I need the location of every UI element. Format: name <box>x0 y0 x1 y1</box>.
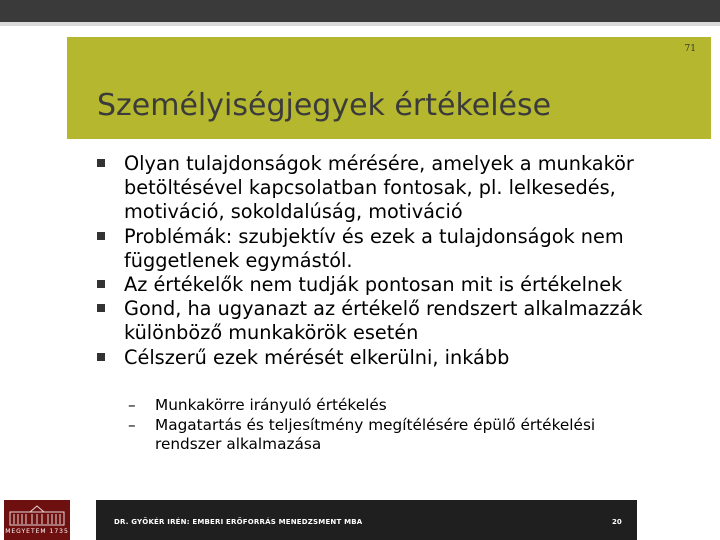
bullet-text: Gond, ha ugyanazt az értékelő rendszert alkalmazzák különböző munkakörök esetén <box>124 297 643 345</box>
top-bar <box>0 0 720 22</box>
bullet-square-icon <box>97 280 105 288</box>
bullet-square-icon <box>97 232 105 240</box>
bullet-square-icon <box>97 159 105 167</box>
footer-text: DR. GYŐKÉR IRÉN: EMBERI ERŐFORRÁS MENEDZSMENT MBA <box>114 518 363 526</box>
bullet-text: Problémák: szubjektív és ezek a tulajdonságok nem függetlenek egymástól. <box>124 224 624 272</box>
bullet-square-icon <box>97 353 105 361</box>
footer-page-number: 20 <box>612 518 622 526</box>
bullet-item <box>97 273 707 297</box>
bullet-item <box>97 225 707 273</box>
bullet-item <box>97 346 707 370</box>
bullet-text: Az értékelők nem tudják pontosan mit is értékelnek <box>124 273 623 297</box>
sub-bullet-text: Magatartás és teljesítmény megítélésére épülő értékelési rendszer alkalmazása <box>155 415 596 453</box>
university-logo <box>4 500 70 540</box>
bullet-item <box>97 297 707 345</box>
bullet-item <box>97 152 707 225</box>
slide-title: Személyiségjegyek értékelése <box>97 88 552 123</box>
top-stripe <box>0 22 720 26</box>
sub-bullet-list <box>128 396 628 455</box>
dash-icon: – <box>128 396 136 414</box>
slide-number: 71 <box>684 44 696 54</box>
dash-icon: – <box>128 415 136 434</box>
bullet-list <box>97 152 707 370</box>
logo-text: MEGYETEM 1735 <box>5 528 69 535</box>
sub-bullet-item <box>128 416 628 455</box>
sub-bullet-text: Munkakörre irányuló értékelés <box>155 396 387 414</box>
sub-bullet-item <box>128 396 628 416</box>
building-icon <box>8 504 66 526</box>
bullet-square-icon <box>97 304 105 312</box>
bullet-text: Olyan tulajdonságok mérésére, amelyek a munkakör betöltésével kapcsolatban fontosak, pl. lelkesedés, motiváció, sokoldalúság, motiváció <box>124 152 634 224</box>
bullet-text: Célszerű ezek mérését elkerülni, inkább <box>124 345 510 369</box>
